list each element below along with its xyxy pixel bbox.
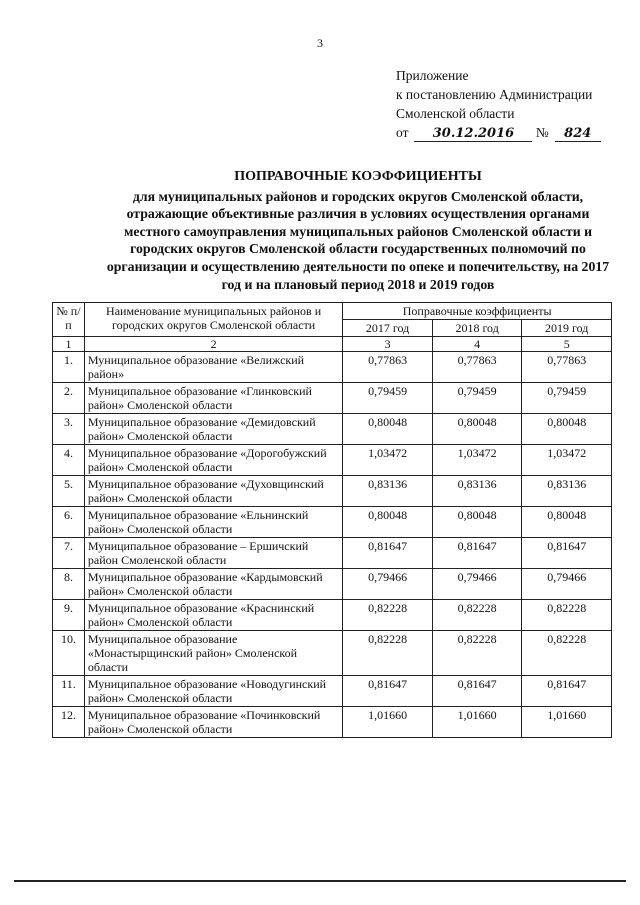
number-prefix: № [535, 125, 549, 140]
appendix-label: Приложение [396, 68, 469, 83]
row-number: 11. [53, 676, 85, 707]
row-value-2017: 0,81647 [343, 676, 433, 707]
header-name: Наименование муниципальных районов и городских округов Смоленской области [84, 303, 342, 337]
row-value-2017: 1,01660 [343, 707, 433, 738]
row-value-2019: 0,82228 [522, 631, 612, 676]
row-value-2019: 1,01660 [522, 707, 612, 738]
table-row [53, 352, 612, 383]
row-value-2017: 0,80048 [343, 507, 433, 538]
row-value-2019: 0,77863 [522, 352, 612, 383]
table-row [53, 569, 612, 600]
column-number: 1 [53, 337, 85, 352]
row-value-2017: 0,79466 [343, 569, 433, 600]
table-row [53, 707, 612, 738]
page-number: 3 [317, 36, 323, 50]
row-value-2018: 0,82228 [432, 631, 522, 676]
row-name: Муниципальное образование «Глинковский район» Смоленской области [84, 383, 342, 414]
appendix-date-line [396, 123, 601, 142]
row-value-2018: 0,79466 [432, 569, 522, 600]
row-value-2019: 0,81647 [522, 676, 612, 707]
column-number: 2 [84, 337, 342, 352]
column-numbers-row [53, 337, 612, 352]
row-value-2019: 0,83136 [522, 476, 612, 507]
table-row [53, 414, 612, 445]
row-value-2018: 0,79459 [432, 383, 522, 414]
row-number: 1. [53, 352, 85, 383]
row-value-2018: 0,81647 [432, 676, 522, 707]
table-row [53, 507, 612, 538]
table-row [53, 476, 612, 507]
table-row [53, 538, 612, 569]
row-name: Муниципальное образование «Кардымовский район» Смоленской области [84, 569, 342, 600]
column-number: 3 [343, 337, 433, 352]
row-value-2019: 0,79459 [522, 383, 612, 414]
title-main: ПОПРАВОЧНЫЕ КОЭФФИЦИЕНТЫ [234, 169, 482, 184]
row-name: Муниципальное образование «Монастырщинский район» Смоленской области [84, 631, 342, 676]
row-value-2018: 0,80048 [432, 414, 522, 445]
header-no: № п/п [53, 303, 85, 337]
row-value-2019: 0,81647 [522, 538, 612, 569]
row-value-2019: 0,82228 [522, 600, 612, 631]
header-year-2019: 2019 год [522, 320, 612, 337]
row-number: 5. [53, 476, 85, 507]
table-row [53, 631, 612, 676]
table-row [53, 445, 612, 476]
handwritten-date: 30.12.2016 [414, 127, 532, 142]
row-number: 3. [53, 414, 85, 445]
column-number: 4 [432, 337, 522, 352]
row-value-2018: 0,81647 [432, 538, 522, 569]
row-value-2019: 0,80048 [522, 507, 612, 538]
row-name: Муниципальное образование «Краснинский район» Смоленской области [84, 600, 342, 631]
table-row [53, 383, 612, 414]
row-number: 4. [53, 445, 85, 476]
row-number: 7. [53, 538, 85, 569]
table-row [53, 676, 612, 707]
bottom-divider [14, 880, 626, 882]
handwritten-number: 824 [555, 127, 601, 142]
row-name: Муниципальное образование «Ельнинский район» Смоленской области [84, 507, 342, 538]
row-value-2019: 0,79466 [522, 569, 612, 600]
date-prefix: от [396, 125, 409, 140]
row-name: Муниципальное образование «Демидовский район» Смоленской области [84, 414, 342, 445]
row-value-2017: 0,80048 [343, 414, 433, 445]
row-name: Муниципальное образование «Духовщинский район» Смоленской области [84, 476, 342, 507]
row-name: Муниципальное образование – Ершичский район Смоленской области [84, 538, 342, 569]
table-row [53, 600, 612, 631]
row-value-2019: 1,03472 [522, 445, 612, 476]
row-value-2019: 0,80048 [522, 414, 612, 445]
header-coefficients: Поправочные коэффициенты [343, 303, 612, 320]
row-number: 6. [53, 507, 85, 538]
row-value-2018: 0,77863 [432, 352, 522, 383]
row-name: Муниципальное образование «Дорогобужский район» Смоленской области [84, 445, 342, 476]
row-value-2018: 0,80048 [432, 507, 522, 538]
column-number: 5 [522, 337, 612, 352]
appendix-region: Смоленской области [396, 106, 515, 121]
row-name: Муниципальное образование «Починковский район» Смоленской области [84, 707, 342, 738]
row-number: 12. [53, 707, 85, 738]
header-year-2017: 2017 год [343, 320, 433, 337]
row-value-2018: 1,01660 [432, 707, 522, 738]
row-number: 10. [53, 631, 85, 676]
row-number: 8. [53, 569, 85, 600]
row-value-2018: 0,82228 [432, 600, 522, 631]
row-value-2017: 1,03472 [343, 445, 433, 476]
title-subtitle: для муниципальных районов и городских округов Смоленской области, отражающие объективные различия в условиях осуществления органами местного самоуправления муниципальных районов Смоленской области и городских округов Смоленской области государственных полномочий по организации и осуществлению деятельности по опеке и попечительству, на 2017 год и на плановый период 2018 и 2019 годов [106, 188, 610, 292]
document-title [98, 168, 618, 293]
row-value-2017: 0,83136 [343, 476, 433, 507]
row-value-2017: 0,79459 [343, 383, 433, 414]
appendix-block [396, 66, 601, 142]
appendix-decree: к постановлению Администрации [396, 87, 593, 102]
row-number: 9. [53, 600, 85, 631]
row-value-2017: 0,81647 [343, 538, 433, 569]
row-name: Муниципальное образование «Новодугинский район» Смоленской области [84, 676, 342, 707]
row-name: Муниципальное образование «Велижский район» [84, 352, 342, 383]
row-value-2017: 0,77863 [343, 352, 433, 383]
table-header-row [53, 303, 612, 320]
row-value-2017: 0,82228 [343, 631, 433, 676]
row-number: 2. [53, 383, 85, 414]
coefficients-table [52, 302, 612, 738]
row-value-2018: 0,83136 [432, 476, 522, 507]
row-value-2018: 1,03472 [432, 445, 522, 476]
row-value-2017: 0,82228 [343, 600, 433, 631]
header-year-2018: 2018 год [432, 320, 522, 337]
